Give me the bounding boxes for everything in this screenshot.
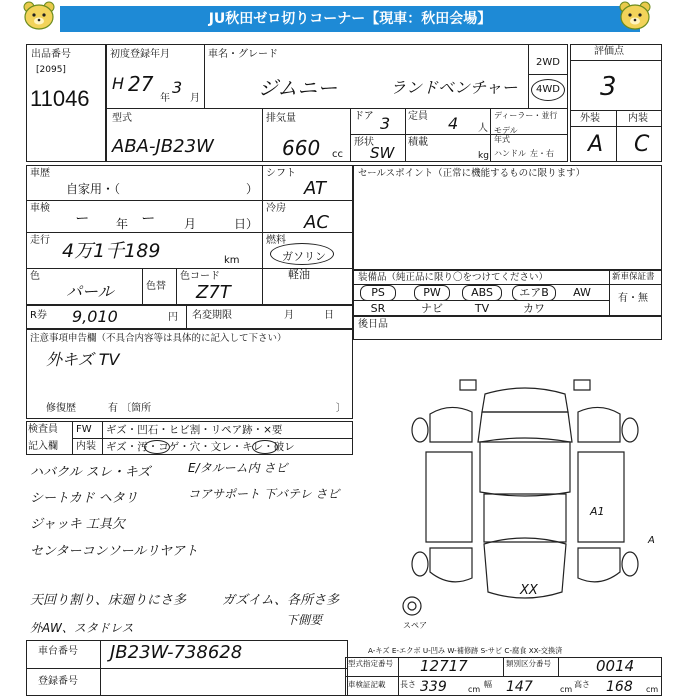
inspector-label-1: 検査員 (28, 424, 58, 435)
width-value: 147 (506, 679, 533, 695)
name-change-label: 名変期限 (192, 310, 232, 321)
inspection-month: 月 (184, 217, 197, 231)
length-label: 長さ (400, 680, 416, 689)
load-label: 積載 (408, 137, 428, 148)
remark-left-line: 外AW、スタドレス (30, 621, 134, 635)
fuel-alt: 軽油 (288, 268, 310, 281)
drive-4wd-value: 4WD (536, 84, 560, 95)
model-grade-value: ランドベンチャー (390, 78, 518, 97)
equipment-item: PS (360, 285, 396, 301)
height-label: 高さ (574, 680, 590, 689)
inspection-label: 車検 (30, 203, 50, 214)
mileage-value: 4万1千189 (62, 240, 161, 262)
equipment-item: AW (573, 286, 591, 299)
first-reg-era: H (112, 74, 125, 93)
remark-left-line: 天回り割り、床廻りにさ多 (30, 593, 187, 608)
reg-number-label: 登録番号 (38, 676, 78, 687)
lot-code: [2095] (36, 65, 66, 75)
remark-right-line: 下側要 (286, 613, 323, 627)
model-type-value: ABA-JB23W (112, 136, 214, 157)
repair-value: 有 〔箇所 (108, 403, 152, 414)
notes-label: 注意事項申告欄（不具合内容等は具体的に記入して下さい） (30, 333, 287, 344)
drive-2wd-label: 2WD (536, 57, 560, 68)
sales-point-label: セールスポイント（正常に機能するものに限ります） (358, 168, 586, 179)
stain-circle-mark (252, 440, 278, 454)
shift-value: AT (304, 178, 326, 199)
length-unit: cm (468, 685, 481, 694)
dirt-circle-mark (144, 440, 170, 454)
handle-label: ハンドル (494, 149, 526, 158)
fw-text: ギズ・凹石・ヒビ割・リペア跡・×要 (106, 424, 283, 436)
recycle-unit: 円 (168, 312, 178, 323)
displacement-label: 排気量 (266, 113, 296, 124)
ext-label: 外装 (580, 113, 600, 124)
lot-label: 出品番号 (31, 49, 71, 60)
ac-value: AC (304, 212, 329, 233)
warranty-label: 新車保証書 (612, 272, 655, 282)
equipment-item: ABS (462, 285, 502, 301)
fuel-label: 燃料 (266, 235, 286, 246)
equipment-item: エアB (512, 285, 556, 301)
displacement-unit: cc (332, 149, 343, 160)
first-reg-month-unit: 月 (190, 93, 200, 104)
equipment-label: 装備品（純正品に限り〇をつけてください） (358, 272, 549, 283)
inspector-label-2: 記入欄 (28, 441, 58, 452)
color-label: 色 (30, 271, 40, 282)
remark-right-line: コアサポート 下バテレ さビ (188, 487, 340, 501)
int-row-text: ギズ・汚・コゲ・穴・文レ・キレ・破レ (106, 441, 295, 453)
model-name-value: ジムニー (258, 76, 338, 100)
score-label: 評価点 (594, 46, 624, 57)
category-label: 類別区分番号 (506, 659, 551, 668)
width-unit: cm (560, 685, 573, 694)
mileage-unit: km (224, 255, 240, 266)
sales-point-box (353, 165, 662, 270)
lot-number: 11046 (30, 86, 90, 111)
equipment-item: PW (414, 285, 450, 301)
color-value: パール (66, 282, 114, 301)
capacity-value: 4 (448, 114, 459, 133)
first-reg-year-unit: 年 (160, 93, 170, 104)
equipment-item: SR (370, 302, 386, 315)
remark-left-line: ジャッキ 工具欠 (30, 517, 125, 532)
diagram-mark-a: A (648, 535, 655, 546)
usage-label: 車歴 (30, 168, 50, 179)
usage-value: 自家用・（ (66, 182, 121, 196)
displacement-value: 660 (282, 136, 321, 160)
inspection-day: 日） (234, 217, 259, 231)
color-code-label: 色コード (180, 271, 220, 282)
remark-right-line: E/タルーム内 さビ (188, 461, 288, 475)
notes-value: 外キズ TV (46, 350, 120, 369)
capacity-unit: 人 (478, 123, 488, 134)
equipment-item: カワ (523, 302, 545, 315)
rear-item-box (353, 316, 662, 340)
model-type-label: 型式 (112, 113, 132, 124)
diagram-spare-label: スペア (403, 621, 427, 630)
diagram-mark-a1: A1 (590, 505, 605, 518)
mileage-label: 走行 (30, 235, 50, 246)
warranty-options: 有・無 (618, 293, 648, 304)
name-change-month: 月 (284, 310, 294, 321)
repair-label: 修復歴 (46, 403, 76, 414)
chassis-value: JB23W-738628 (110, 642, 243, 663)
score-value: 3 (600, 72, 617, 102)
int-value: C (634, 132, 650, 157)
category-value: 0014 (596, 657, 635, 675)
doors-label: ドア (354, 111, 374, 122)
dims-label: 車検証記載 (348, 680, 386, 689)
paint-label: 色替 (146, 281, 166, 292)
load-unit: kg (478, 151, 489, 161)
shift-label: シフト (266, 168, 296, 179)
first-reg-year: 27 (128, 72, 154, 96)
shape-value: SW (370, 144, 395, 162)
bear-left-icon (22, 0, 56, 34)
first-reg-month: 3 (172, 78, 183, 97)
damage-legend: A-キズ E-エクボ U-凹み W-補修跡 S-サビ C-腐食 XX-交換済 (368, 646, 563, 655)
remark-left-line: シートカド ヘタリ (30, 491, 138, 506)
inspection-dash-2: ー (140, 211, 154, 227)
remark-left-line: ハバクル スレ・キズ (30, 465, 151, 480)
equipment-item: TV (474, 302, 490, 315)
repair-close: 〕 (336, 403, 346, 414)
equipment-item: ナビ (421, 302, 443, 315)
recycle-value: 9,010 (72, 307, 118, 326)
inspection-dash-1: ー (74, 211, 88, 227)
name-change-day: 日 (324, 310, 334, 321)
width-label: 幅 (484, 680, 492, 689)
usage-close: ） (246, 182, 259, 196)
first-reg-label: 初度登録年月 (110, 49, 170, 60)
ext-value: A (588, 132, 604, 157)
shape-label: 形状 (354, 137, 374, 148)
int-row-label: 内装 (76, 441, 96, 452)
chassis-label: 車台番号 (38, 646, 78, 657)
inspection-year: 年 (116, 217, 129, 231)
handle-options: 左・右 (530, 149, 554, 158)
type-designation-label: 型式指定番号 (348, 659, 393, 668)
height-unit: cm (646, 685, 659, 694)
model-year-label: モデル年式 (494, 126, 518, 144)
length-value: 339 (420, 679, 447, 695)
model-name-label: 車名・グレード (208, 49, 278, 60)
type-designation-value: 12717 (420, 657, 468, 675)
color-code-value: Z7T (196, 282, 231, 303)
rear-item-label: 後日品 (358, 319, 388, 330)
height-value: 168 (606, 679, 633, 695)
diagram-mark-xx: XX (520, 583, 538, 598)
bear-right-icon (618, 0, 652, 34)
recycle-label: R券 (30, 310, 47, 321)
dealer-label: ディーラー・並行 (494, 111, 558, 120)
capacity-label: 定員 (408, 111, 428, 122)
fuel-value: ガソリン (282, 250, 326, 263)
doors-value: 3 (380, 114, 391, 133)
remark-right-line: ガズイム、各所さ多 (222, 593, 340, 608)
int-label: 内装 (628, 113, 648, 124)
page-title: JU秋田ゼロ切りコーナー【現車：秋田会場】 (60, 6, 640, 32)
ac-label: 冷房 (266, 203, 286, 214)
fw-label: FW (76, 424, 92, 435)
remark-left-line: センターコンソールリヤアト (30, 544, 198, 559)
